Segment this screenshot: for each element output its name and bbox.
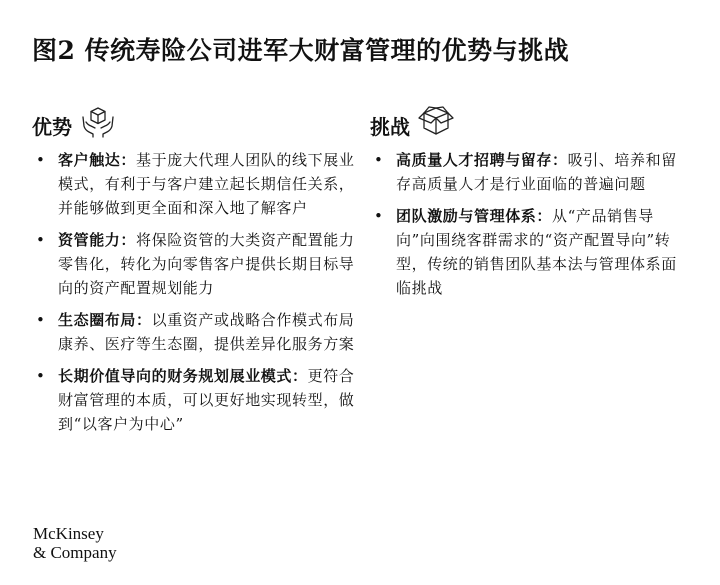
item-title: 长期价值导向的财务规划展业模式： <box>58 367 308 385</box>
mckinsey-logo <box>33 524 117 562</box>
list-item <box>32 364 362 436</box>
logo-line-1: McKinsey <box>33 524 104 543</box>
list-item <box>32 228 362 300</box>
item-title: 资管能力： <box>58 231 137 249</box>
page-title: 图2 传统寿险公司进军大财富管理的优势与挑战 <box>32 36 570 65</box>
item-text: 以重资产或战略合作模式布局康养、医疗等生态圈，提供差异化服务方案 <box>58 311 355 353</box>
item-title: 团队激励与管理体系： <box>396 207 553 225</box>
bullet: • <box>374 207 384 225</box>
advantages-header <box>32 100 362 144</box>
item-text: 基于庞大代理人团队的线下展业模式，有利于与客户建立起长期信任关系，并能够做到更全面和深入地了解客户 <box>58 151 355 217</box>
item-text: 更符合财富管理的本质，可以更好地实现转型，做到“以客户为中心” <box>58 367 355 433</box>
hands-holding-box-icon <box>80 104 116 140</box>
item-text: 将保险资管的大类资产配置能力零售化，转化为向零售客户提供长期目标导向的资产配置规划能力 <box>58 231 355 297</box>
list-item <box>370 148 690 196</box>
challenges-list <box>370 148 690 300</box>
bullet: • <box>36 231 46 249</box>
list-item <box>370 204 690 300</box>
item-title: 客户触达： <box>58 151 137 169</box>
bullet: • <box>36 151 46 169</box>
challenges-column <box>370 100 690 308</box>
advantages-heading: 优势 <box>32 115 72 139</box>
list-item <box>32 308 362 356</box>
challenges-header <box>370 100 690 144</box>
challenges-heading: 挑战 <box>370 115 410 139</box>
bullet: • <box>36 367 46 385</box>
logo-line-2: & Company <box>33 543 117 562</box>
bullet: • <box>374 151 384 169</box>
bullet: • <box>36 311 46 329</box>
open-box-icon <box>418 104 454 140</box>
advantages-list <box>32 148 362 436</box>
list-item <box>32 148 362 220</box>
item-text: 从“产品销售导向”向围绕客群需求的“资产配置导向”转型，传统的销售团队基本法与管理体系面临挑战 <box>396 207 677 297</box>
item-title: 生态圈布局： <box>58 311 152 329</box>
advantages-column <box>32 100 362 444</box>
item-title: 高质量人才招聘与留存： <box>396 151 568 169</box>
item-text: 吸引、培养和留存高质量人才是行业面临的普遍问题 <box>396 151 677 193</box>
